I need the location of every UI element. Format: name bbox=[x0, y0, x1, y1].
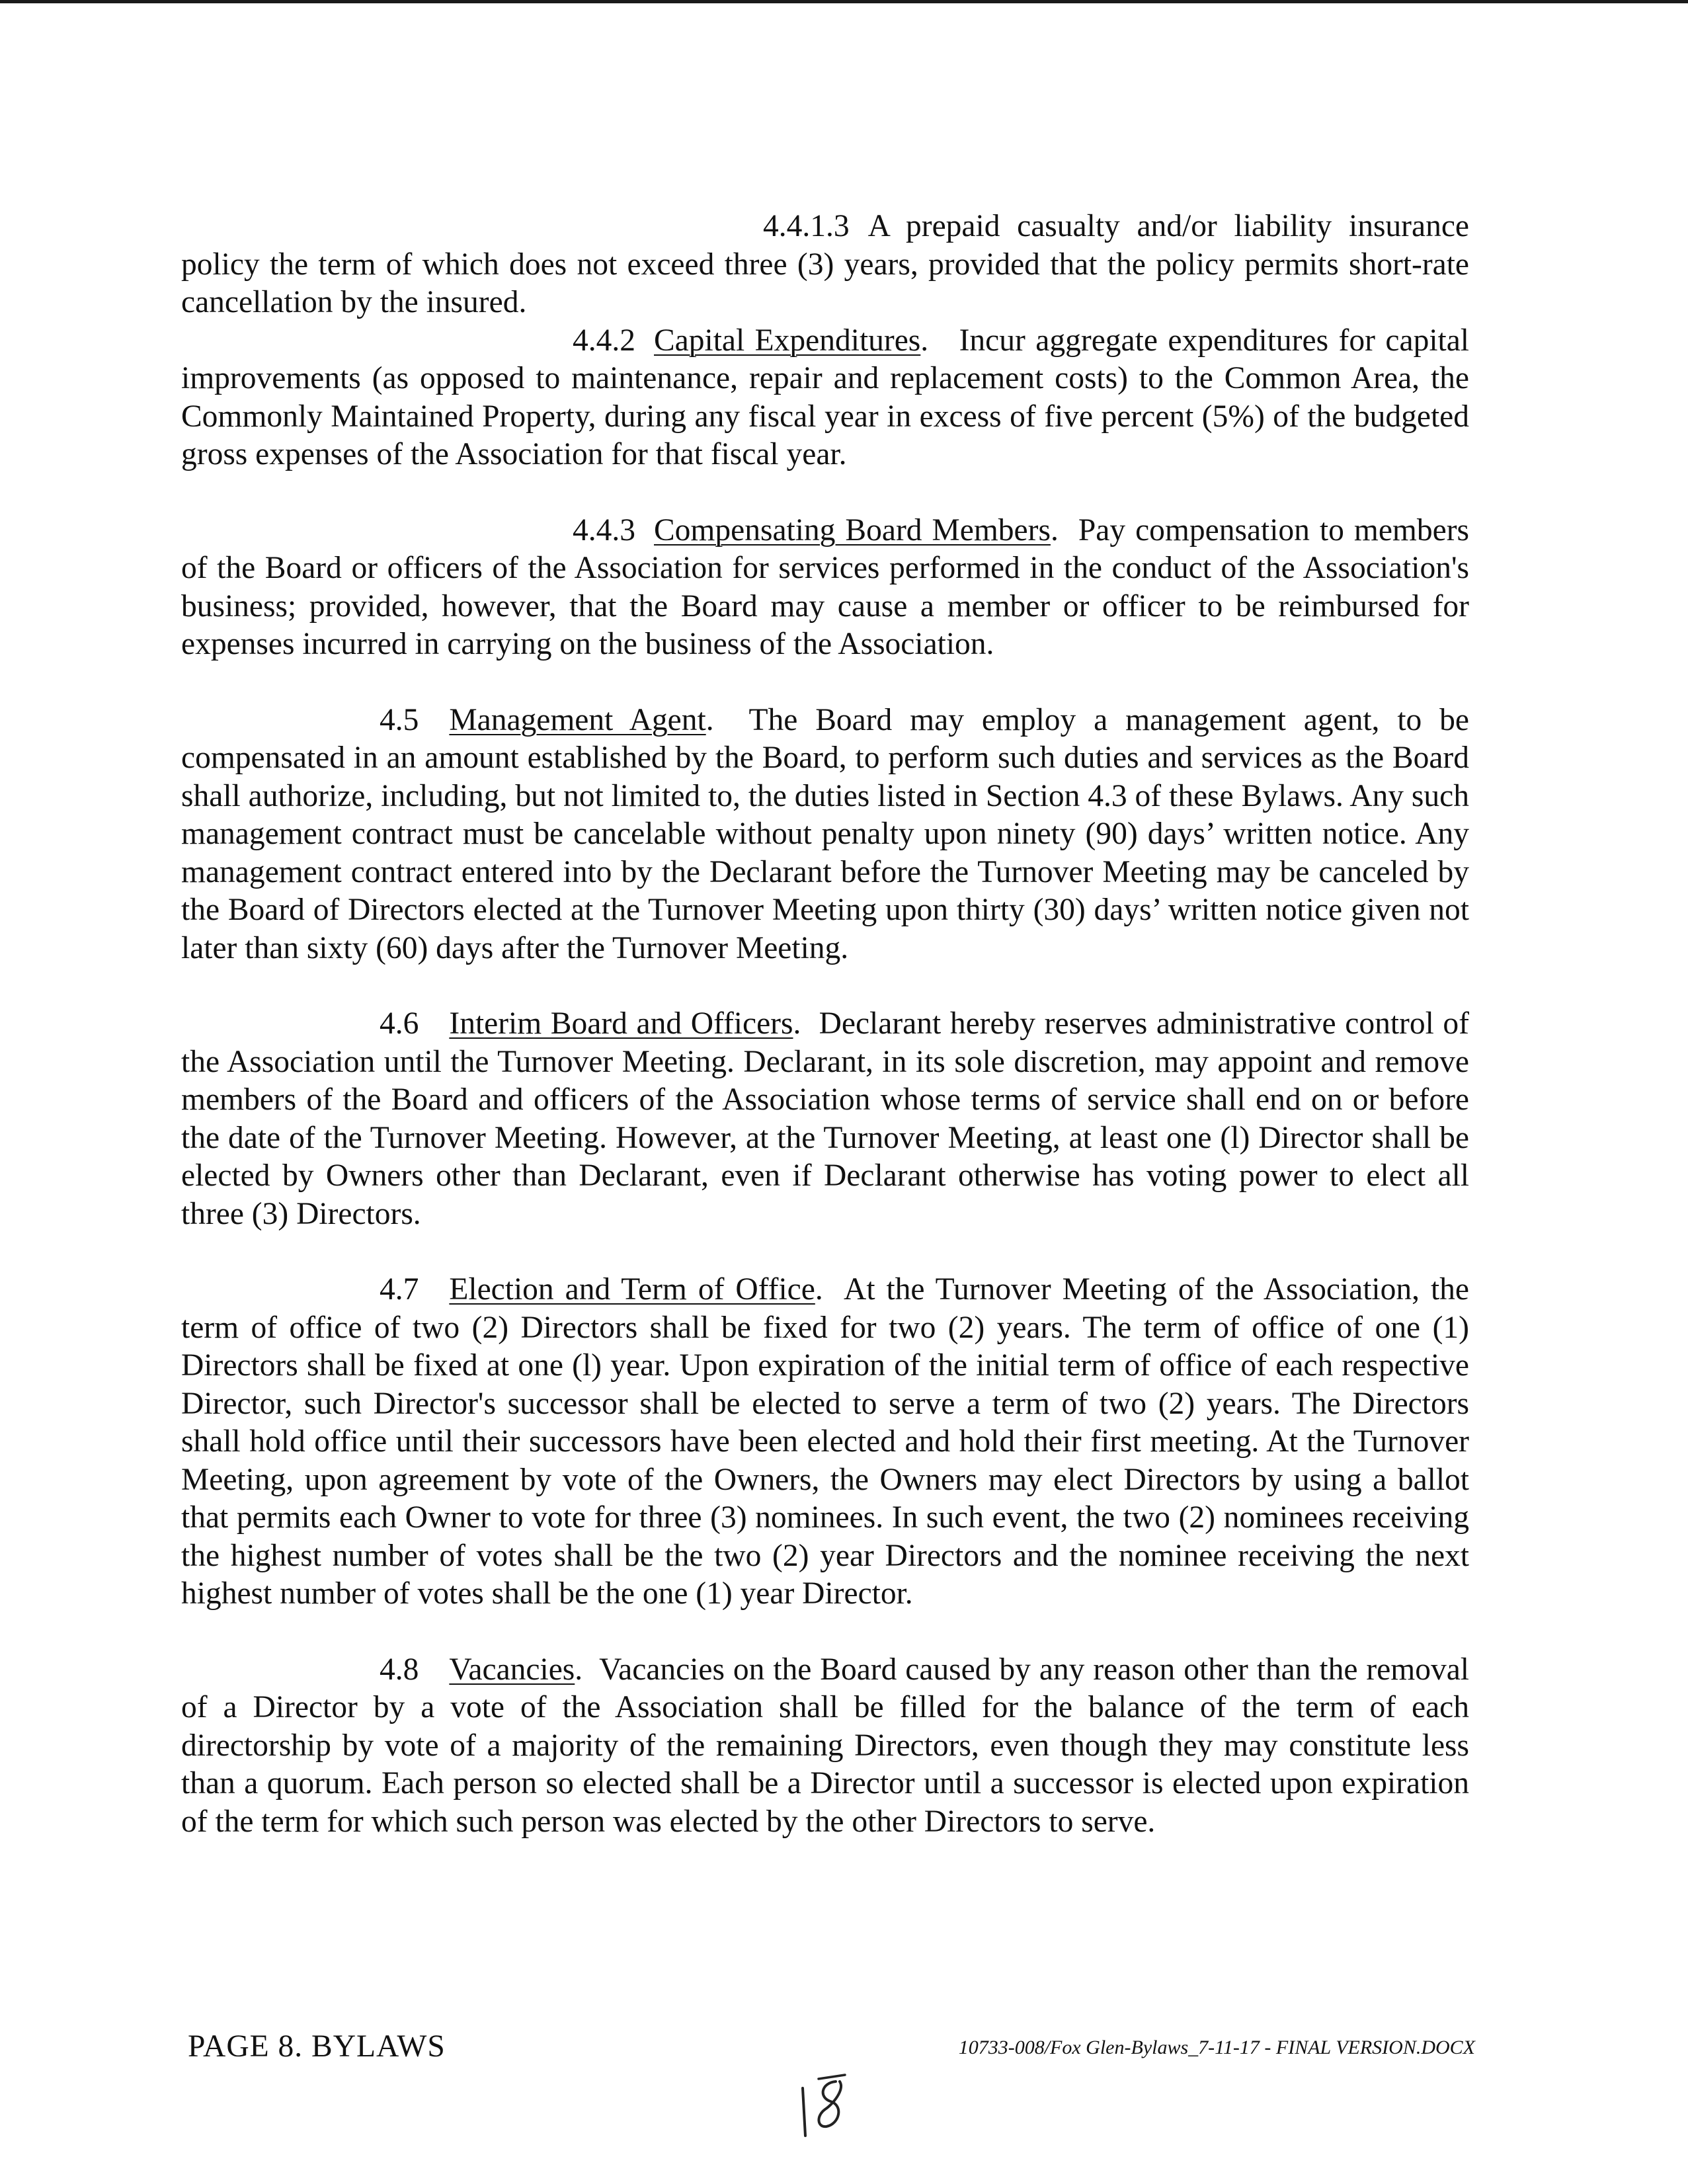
section-number: 4.4.3 bbox=[573, 512, 635, 547]
paragraph-text: Vacancies on the Board caused by any reason other than the removal of a Director by a vote of the Association shall be filled for the balance of the term of each directorship by vote of a majority of the remaining Directors, even though they may constitute less than a quorum. Each person so elected shall be a Director until a successor is elected upon expiration of the term for which such person was elected by the other Directors to serve. bbox=[181, 1652, 1469, 1839]
paragraph-4-5: 4.5 Management Agent. The Board may employ a management agent, to be compensated in an amount established by the Board, to perform such duties and services as the Board shall authorize, including, but not limited to, the duties listed in Section 4.3 of these Bylaws. Any such management contract must be cancelable without penalty upon ninety (90) days’ written notice. Any management contract entered into by the Declarant before the Turnover Meeting may be canceled by the Board of Directors elected at the Turnover Meeting upon thirty (30) days’ written notice given not later than sixty (60) days after the Turnover Meeting. bbox=[181, 702, 1469, 965]
section-number: 4.7 bbox=[380, 1272, 419, 1307]
section-number: 4.4.2 bbox=[573, 323, 635, 358]
paragraph-text: Pay compensation to members of the Board or officers of the Association for services performed in the conduct of the Association's business; provided, however, that the Board may cause a member or officer to be reimbursed for expenses incurred in carrying on the business of the Association. bbox=[181, 512, 1470, 661]
page-top-border bbox=[0, 0, 1688, 3]
footer-file-reference: 10733-008/Fox Glen-Bylaws_7-11-17 - FINAL VERSION.DOCX bbox=[958, 2037, 1475, 2058]
section-heading: Management Agent bbox=[449, 702, 706, 737]
paragraph-text: At the Turnover Meeting of the Association, the term of office of two (2) Directors shall be fixed for two (2) years. The term of office of one (1) Directors shall be fixed at one (l) year. Upon expiration of the initial term of office of each respective Director, such Director's successor shall be elected to serve a term of two (2) years. The Directors shall hold office until their successors have been elected and hold their first meeting. At the Turnover Meeting, upon agreement by vote of the Owners, the Owners may elect Directors by using a ballot that permits each Owner to vote for three (3) nominees. In such event, the two (2) nominees receiving the highest number of votes shall be the two (2) year Directors and the nominee receiving the next highest number of votes shall be the one (1) year Director. bbox=[181, 1272, 1469, 1611]
document-body bbox=[181, 208, 1469, 1841]
paragraph-4-6: 4.6 Interim Board and Officers. Declarant hereby reserves administrative control of the Association until the Turnover Meeting. Declarant, in its sole discretion, may appoint and remove members of the Board and officers of the Association whose terms of service shall end on or before the date of the Turnover Meeting. However, at the Turnover Meeting, at least one (l) Director shall be elected by Owners other than Declarant, even if Declarant otherwise has voting power to elect all three (3) Directors. bbox=[181, 1006, 1469, 1231]
section-heading: Interim Board and Officers bbox=[449, 1006, 793, 1041]
section-heading: Capital Expenditures bbox=[654, 323, 921, 358]
paragraph-text: Incur aggregate expenditures for capital improvements (as opposed to maintenance, repair and replacement costs) to the Common Area, the Commonly Maintained Property, during any fiscal year in excess of five percent (5%) of the budgeted gross expenses of the Association for that fiscal year. bbox=[181, 323, 1469, 471]
paragraph-text: A prepaid casualty and/or liability insurance policy the term of which does not exceed three (3) years, provided that the policy permits short-rate cancellation by the insured. bbox=[181, 209, 1469, 319]
section-number: 4.5 bbox=[380, 702, 419, 737]
handwritten-page-mark bbox=[793, 2070, 853, 2142]
paragraph-text: Declarant hereby reserves administrative control of the Association until the Turnover Meeting. Declarant, in its sole discretion, may appoint and remove members of the Board and officers of the Association whose terms of service shall end on or before the date of the Turnover Meeting. However, at the Turnover Meeting, at least one (l) Director shall be elected by Owners other than Declarant, even if Declarant otherwise has voting power to elect all three (3) Directors. bbox=[181, 1006, 1469, 1231]
paragraph-text: The Board may employ a management agent, to be compensated in an amount established by the Board, to perform such duties and services as the Board shall authorize, including, but not limited to, the duties listed in Section 4.3 of these Bylaws. Any such management contract must be cancelable without penalty upon ninety (90) days’ written notice. Any management contract entered into by the Declarant before the Turnover Meeting may be canceled by the Board of Directors elected at the Turnover Meeting upon thirty (30) days’ written notice given not later than sixty (60) days after the Turnover Meeting. bbox=[181, 702, 1469, 965]
section-number: 4.4.1.3 bbox=[763, 209, 850, 243]
section-heading: Election and Term of Office bbox=[449, 1272, 815, 1307]
paragraph-4-7: 4.7 Election and Term of Office. At the Turnover Meeting of the Association, the term of office of two (2) Directors shall be fixed for two (2) years. The term of office of one (1) Directors shall be fixed at one (l) year. Upon expiration of the initial term of office of each respective Director, such Director's successor shall be elected to serve a term of two (2) years. The Directors shall hold office until their successors have been elected and hold their first meeting. At the Turnover Meeting, upon agreement by vote of the Owners, the Owners may elect Directors by using a ballot that permits each Owner to vote for three (3) nominees. In such event, the two (2) nominees receiving the highest number of votes shall be the two (2) year Directors and the nominee receiving the next highest number of votes shall be the one (1) year Director. bbox=[181, 1272, 1469, 1611]
paragraph-4-4-2: 4.4.2 Capital Expenditures. Incur aggregate expenditures for capital improvements (as opposed to maintenance, repair and replacement costs) to the Common Area, the Commonly Maintained Property, during any fiscal year in excess of five percent (5%) of the budgeted gross expenses of the Association for that fiscal year. bbox=[181, 323, 1469, 471]
paragraph-4-4-3: 4.4.3 Compensating Board Members. Pay compensation to members of the Board or officers of the Association for services performed in the conduct of the Association's business; provided, however, that the Board may cause a member or officer to be reimbursed for expenses incurred in carrying on the business of the Association. bbox=[181, 512, 1470, 661]
paragraph-4-8: 4.8 Vacancies. Vacancies on the Board caused by any reason other than the removal of a Director by a vote of the Association shall be filled for the balance of the term of each directorship by vote of a majority of the remaining Directors, even though they may constitute less than a quorum. Each person so elected shall be a Director until a successor is elected upon expiration of the term for which such person was elected by the other Directors to serve. bbox=[181, 1652, 1469, 1839]
section-heading: Compensating Board Members bbox=[654, 512, 1051, 547]
footer-page-label: PAGE 8. BYLAWS bbox=[188, 2029, 446, 2064]
section-number: 4.6 bbox=[380, 1006, 419, 1041]
paragraph-4-4-1-3 bbox=[181, 208, 1469, 322]
section-number: 4.8 bbox=[380, 1652, 419, 1687]
section-heading: Vacancies bbox=[449, 1652, 575, 1687]
